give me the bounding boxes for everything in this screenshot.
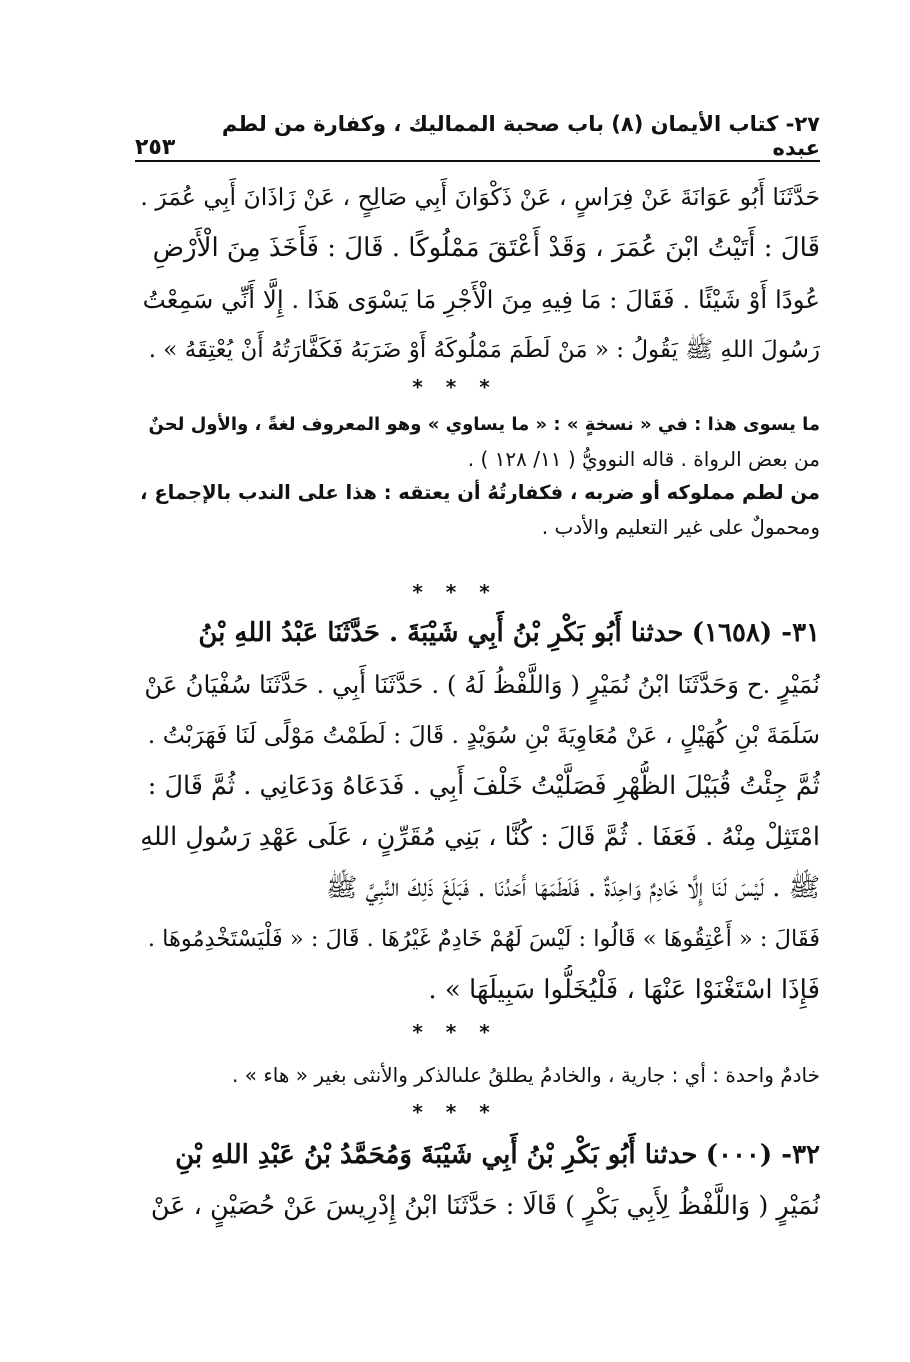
text-segment: حدثنا أَبُو بَكْرِ بْنُ أَبِي شَيْبَةَ وَمُحَمَّدُ بْنُ عَبْدِ اللهِ بْنِ [175,1140,698,1170]
hadith-number: ٣٢- (٠٠٠) [705,1140,820,1170]
header-rule [135,160,820,162]
section-separator: * * * [412,580,498,604]
note-line: خادمٌ واحدة : أي : جارية ، والخادمُ يطلقُ علىالذكر والأنثى بغير « هاء » . [232,1063,820,1087]
text-line: نُمَيْرٍ ( وَاللَّفْظُ لِأَبِي بَكْرٍ ) قَالَا : حَدَّثَنَا ابْنُ إِدْرِيسَ عَنْ حُصَيْنٍ ، عَنْ [150,1191,820,1221]
text-line [140,608,820,659]
hadith-32 [140,1130,820,1232]
text-line: حَدَّثَنَا أَبُو عَوَانَةَ عَنْ فِرَاسٍ ، عَنْ ذَكْوَانَ أَبِي صَالِحٍ ، عَنْ زَاذَانَ أَبِي عُمَرَ . [140,183,820,211]
section-separator: * * * [412,375,498,399]
hadith-passage-continued [140,172,820,376]
text-line: عُودًا أَوْ شَيْئًا . فَقَالَ : مَا فِيهِ مِنَ الْأَجْرِ مَا يَسْوَى هَذَا . إِلَّا أَنِّي سَمِعْتُ [142,285,820,314]
note-line: من بعض الرواة . قاله النوويُّ ( ١١/ ١٢٨ ) . [467,447,820,471]
text-line: قَالَ : أَتَيْتُ ابْنَ عُمَرَ ، وَقَدْ أَعْتَقَ مَمْلُوكًا . قَالَ : فَأَخَذَ مِنَ الْأَرْضِ [152,233,820,263]
section-separator: * * * [412,1100,498,1124]
section-separator: * * * [412,1020,498,1044]
footnote-commentary [140,408,820,544]
chapter-title: ٢٧- كتاب الأيمان (٨) باب صحبة المماليك ، وكفارة من لطم عبده [221,112,820,160]
text-segment: حدثنا أَبُو بَكْرِ بْنُ أَبِي شَيْبَةَ . حَدَّثَنَا عَبْدُ اللهِ بْنُ [198,618,684,648]
page-number: ٢٥٣ [135,135,176,160]
note-line: ما يسوى هذا : في « نسخةٍ » : « ما يساوي » وهو المعروف لغةً ، والأول لحنٌ [148,414,820,435]
running-header [135,112,820,160]
text-line: ثُمَّ جِئْتُ قُبَيْلَ الظُّهْرِ فَصَلَّيْتُ خَلْفَ أَبِي . فَدَعَاهُ وَدَعَانِي . ثُمَّ قَالَ : [147,771,820,801]
text-line: ﷺ . لَيْسَ لَنَا إِلَّا خَادِمٌ وَاحِدَةٌ . فَلَطَمَهَا أَحَدُنَا . فَبَلَغَ ذَلِكَ النَّبِيَّ ﷺ [326,873,820,903]
text-line: نُمَيْرٍ .ح وَحَدَّثَنَا ابْنُ نُمَيْرٍ ( وَاللَّفْظُ لَهُ ) . حَدَّثَنَا أَبِي . حَدَّثَنَا سُفْيَانُ عَنْ [144,670,820,699]
text-line: امْتَثِلْ مِنْهُ . فَعَفَا . ثُمَّ قَالَ : كُنَّا ، بَنِي مُقَرِّنٍ ، عَلَى عَهْدِ رَسُولِ اللهِ [140,822,820,852]
hadith-number: ٣١- (١٦٥٨) [691,618,820,648]
text-line: سَلَمَةَ بْنِ كُهَيْلٍ ، عَنْ مُعَاوِيَةَ بْنِ سُوَيْدٍ . قَالَ : لَطَمْتُ مَوْلًى لَنَا فَهَرَبْتُ . [147,721,820,749]
text-line: فَقَالَ : « أَعْتِقُوهَا » قَالُوا : لَيْسَ لَهُمْ خَادِمٌ غَيْرُهَا . قَالَ : « فَلْيَسْتَخْدِمُوهَا . [147,926,820,952]
text-line: رَسُولَ اللهِ ﷺ يَقُولُ : « مَنْ لَطَمَ مَمْلُوكَهُ أَوْ ضَرَبَهُ فَكَفَّارَتُهُ أَنْ يُعْتِقَهُ » . [148,337,820,363]
footnote-commentary [140,1058,820,1092]
note-line: من لطم مملوكه أو ضربه ، فكفارتُهُ أن يعتقه : هذا على الندب بالإجماع ، [140,481,820,504]
text-line [140,1130,820,1181]
hadith-31 [140,608,820,1016]
text-line: فَإِذَا اسْتَغْنَوْا عَنْهَا ، فَلْيُخَلُّوا سَبِيلَهَا » . [428,975,820,1005]
note-line: ومحمولٌ على غير التعليم والأدب . [541,515,820,539]
